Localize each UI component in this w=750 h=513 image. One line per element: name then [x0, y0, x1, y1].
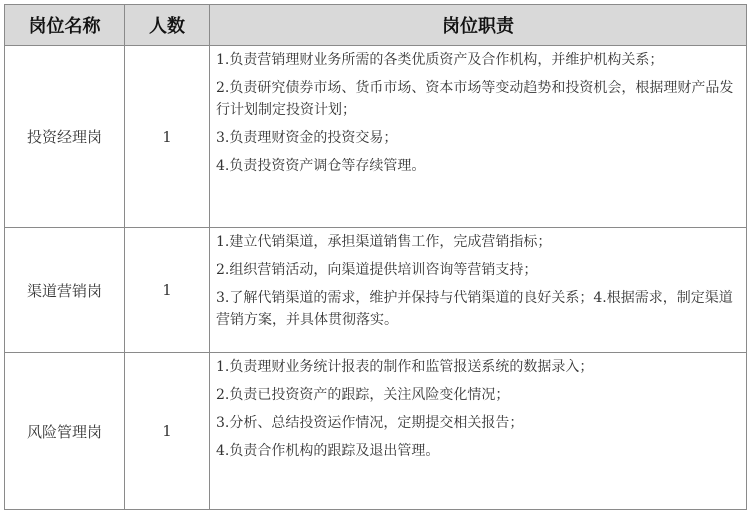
duty-item: 4.负责合作机构的跟踪及退出管理。: [216, 443, 440, 459]
duty-item: 2.组织营销活动，向渠道提供培训咨询等营销支持；: [216, 262, 538, 278]
position-name-cell: 风险管理岗: [5, 353, 125, 510]
headcount-cell: 1: [125, 46, 210, 228]
duty-item: 1.负责理财业务统计报表的制作和监管报送系统的数据录入；: [216, 359, 594, 375]
header-position-name: 岗位名称: [5, 5, 125, 46]
headcount-cell: 1: [125, 353, 210, 510]
duty-item: 3.分析、总结投资运作情况，定期提交相关报告；: [216, 415, 524, 431]
responsibilities-cell: [210, 46, 747, 228]
duty-item: 3.负责理财资金的投资交易；: [216, 130, 398, 146]
positions-table: [4, 4, 747, 510]
table-row: [5, 46, 747, 228]
duty-item: 2.负责研究债券市场、货币市场、资本市场等变动趋势和投资机会，根据理财产品发行计划制定投资计划；: [216, 80, 734, 118]
table-row: [5, 353, 747, 510]
responsibilities-cell: [210, 353, 747, 510]
position-name-cell: 渠道营销岗: [5, 228, 125, 353]
header-row: [5, 5, 747, 46]
responsibilities-cell: [210, 228, 747, 353]
table-row: [5, 228, 747, 353]
headcount-cell: 1: [125, 228, 210, 353]
duty-item: 2.负责已投资资产的跟踪，关注风险变化情况；: [216, 387, 510, 403]
header-responsibilities: 岗位职责: [210, 5, 747, 46]
duty-item: 1.建立代销渠道，承担渠道销售工作，完成营销指标；: [216, 234, 552, 250]
duty-item: 4.负责投资资产调仓等存续管理。: [216, 158, 426, 174]
header-headcount: 人数: [125, 5, 210, 46]
position-name-cell: 投资经理岗: [5, 46, 125, 228]
duty-item: 1.负责营销理财业务所需的各类优质资产及合作机构，并维护机构关系；: [216, 52, 664, 68]
duty-item: 3.了解代销渠道的需求，维护并保持与代销渠道的良好关系；4.根据需求，制定渠道营销方案，并具体贯彻落实。: [216, 290, 733, 328]
